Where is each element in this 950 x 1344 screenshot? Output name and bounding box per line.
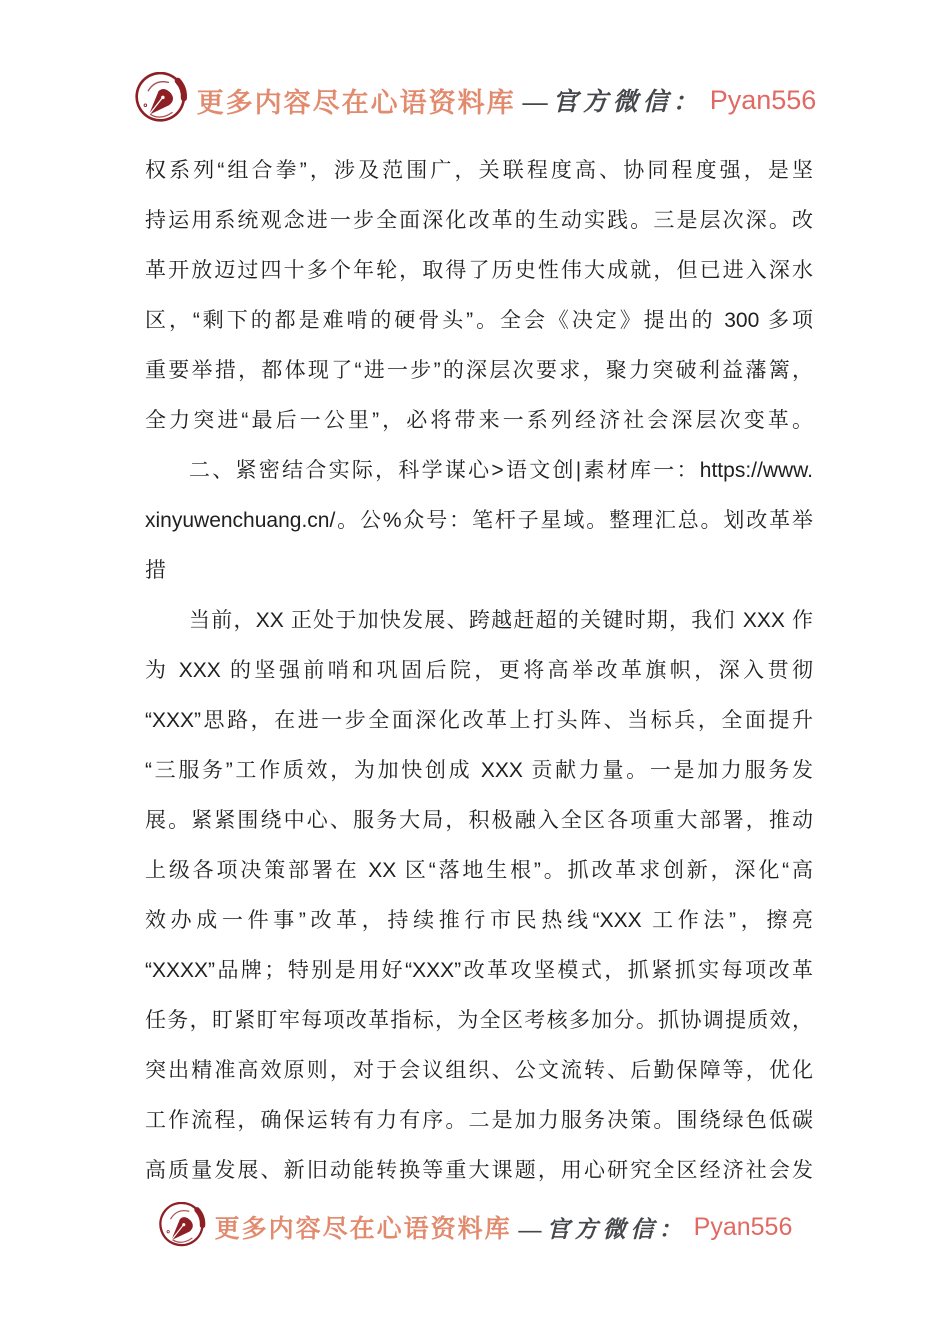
text-line: 重要举措，都体现了“进一步”的深层次要求，聚力突破利益藩篱，: [145, 359, 813, 382]
watermark-wechat-id: Pyan556: [693, 1212, 793, 1241]
text-line: 区，“剩下的都是难啃的硬骨头”。全会《决定》提出的 300 多项: [145, 309, 813, 332]
watermark-footer: [0, 1202, 950, 1252]
text-line: 权系列“组合拳”，涉及范围广，关联程度高、协同程度强，是坚: [145, 159, 813, 182]
watermark-header: [0, 72, 950, 128]
pen-in-circle-logo-icon: [158, 1202, 208, 1252]
text-line: 任务，盯紧盯牢每项改革指标，为全区考核多加分。抓协调提质效，: [145, 1009, 813, 1032]
text-line: 二、紧密结合实际，科学谋心>语文创|素材库一：https://www.: [189, 459, 813, 482]
document-body: [145, 146, 813, 1196]
watermark-wechat-label: —官方微信：: [522, 89, 703, 116]
watermark-brand-text: 更多内容尽在心语资料库: [214, 1216, 512, 1243]
text-line: 革开放迈过四十多个年轮，取得了历史性伟大成就，但已进入深水: [145, 259, 813, 282]
text-line: 突出精准高效原则，对于会议组织、公文流转、后勤保障等，优化: [145, 1059, 813, 1082]
text-line: “XXX”思路，在进一步全面深化改革上打头阵、当标兵，全面提升: [145, 709, 813, 732]
watermark-wechat-label: —官方微信：: [518, 1216, 687, 1242]
text-line: 工作流程，确保运转有力有序。二是加力服务决策。围绕绿色低碳: [145, 1109, 813, 1132]
watermark-brand-text: 更多内容尽在心语资料库: [196, 87, 516, 118]
watermark-wechat-id: Pyan556: [709, 84, 817, 115]
text-line: 效办成一件事”改革，持续推行市民热线“XXX 工作法”，擦亮: [145, 909, 813, 932]
text-line: 高质量发展、新旧动能转换等重大课题，用心研究全区经济社会发: [145, 1159, 813, 1182]
text-line: 展。紧紧围绕中心、服务大局，积极融入全区各项重大部署，推动: [145, 809, 813, 832]
text-line: 上级各项决策部署在 XX 区“落地生根”。抓改革求创新，深化“高: [145, 859, 813, 882]
text-line: xinyuwenchuang.cn/。公%众号：笔杆子星域。整理汇总。划改革举: [145, 509, 813, 532]
text-line: 为 XXX 的坚强前哨和巩固后院，更将高举改革旗帜，深入贯彻: [145, 659, 813, 682]
text-line: 全力突进“最后一公里”，必将带来一系列经济社会深层次变革。: [145, 409, 813, 432]
text-line: 当前，XX 正处于加快发展、跨越赶超的关键时期，我们 XXX 作: [189, 609, 813, 632]
text-line: “XXXX”品牌；特别是用好“XXX”改革攻坚模式，抓紧抓实每项改革: [145, 959, 813, 982]
text-line: 持运用系统观念进一步全面深化改革的生动实践。三是层次深。改: [145, 209, 813, 232]
text-line: 措: [145, 559, 166, 582]
text-line: “三服务”工作质效，为加快创成 XXX 贡献力量。一是加力服务发: [145, 759, 813, 782]
pen-in-circle-logo-icon: [134, 72, 190, 128]
